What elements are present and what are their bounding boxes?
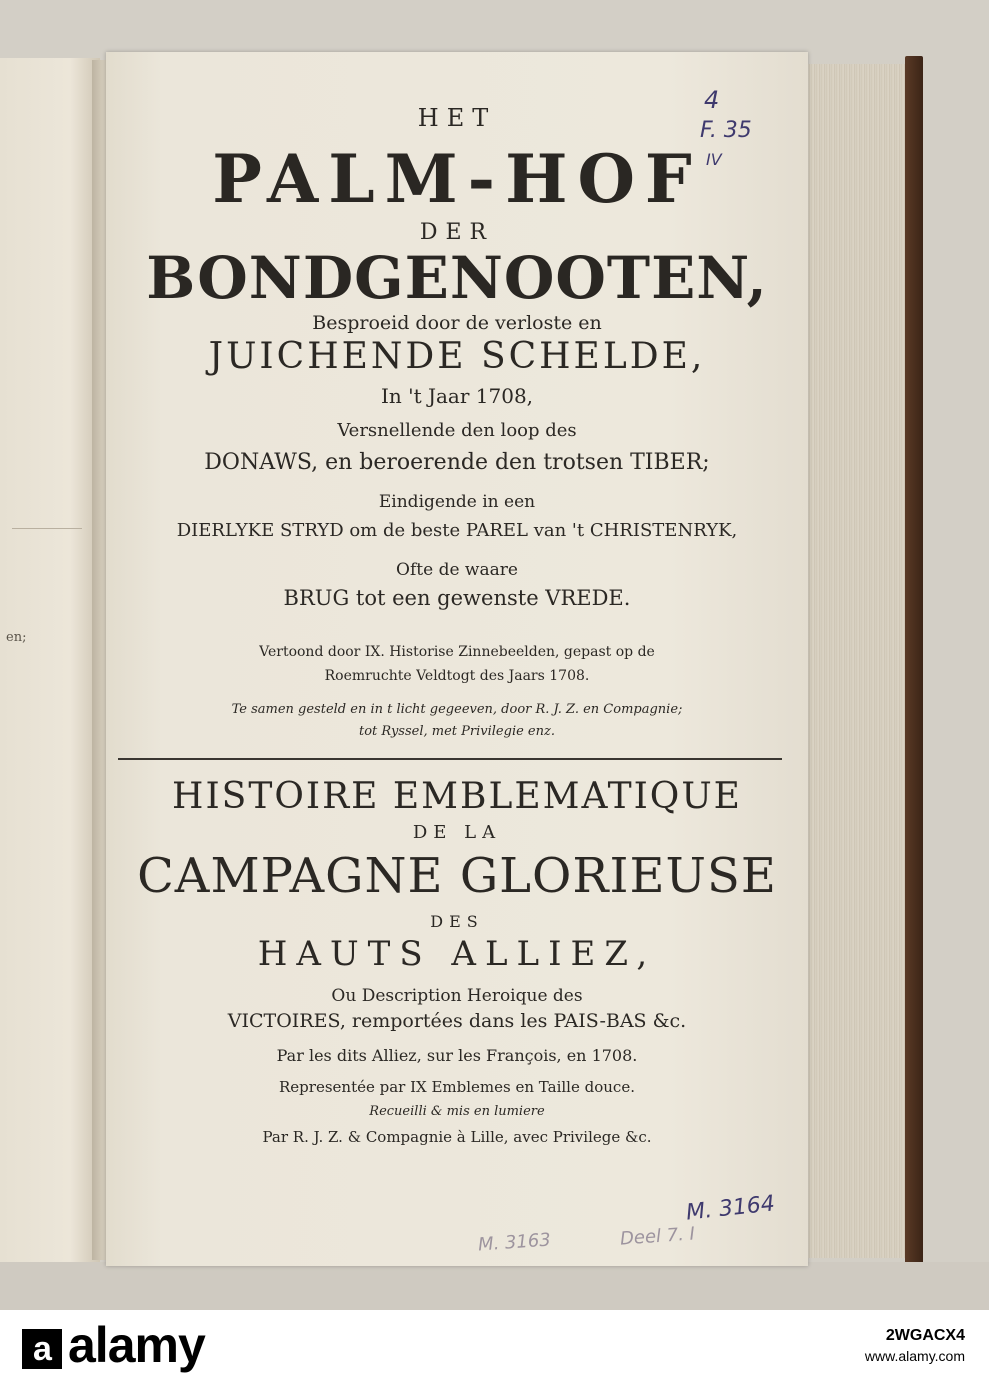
section-divider xyxy=(118,758,782,760)
line-brug: BRUG tot een gewenste VREDE. xyxy=(283,586,631,610)
line-dierlyke-stryd: DIERLYKE STRYD om de beste PAREL van 't CHRISTENRYK, xyxy=(176,520,738,541)
line-besproeid: Besproeid door de verloste en xyxy=(312,312,602,334)
handwritten-volume: IV xyxy=(706,150,722,169)
alamy-logo-mark: a xyxy=(22,1329,62,1369)
handwritten-shelfmark-code: F. 35 xyxy=(700,118,752,143)
handwritten-shelfmark-number: 4 xyxy=(704,86,720,114)
handwritten-inventory-number: M. 3164 xyxy=(684,1191,777,1226)
title-der: DER xyxy=(419,220,495,245)
watermark-info xyxy=(865,1326,965,1366)
page-edges xyxy=(800,64,908,1258)
book-cover-edge xyxy=(905,56,923,1264)
line-eindigende: Eindigende in een xyxy=(378,492,536,512)
faded-inventory-number: M. 3163 xyxy=(477,1229,552,1256)
left-page xyxy=(0,58,100,1263)
line-in-jaar: In 't Jaar 1708, xyxy=(380,384,534,408)
title-bondgenooten: BONDGENOOTEN, xyxy=(146,244,768,312)
left-page-rule xyxy=(12,528,82,529)
line-recueilli: Recueilli & mis en lumiere xyxy=(369,1104,545,1119)
line-vertoond-2: Roemruchte Veldtogt des Jaars 1708. xyxy=(324,668,590,684)
line-ofte: Ofte de waare xyxy=(396,560,518,580)
line-hauts-alliez: HAUTS ALLIEZ, xyxy=(257,934,657,974)
faded-volume-note: Deel 7. I xyxy=(619,1223,696,1250)
site-url: www.alamy.com xyxy=(864,1348,965,1364)
title-palm-hof: PALM-HOF xyxy=(212,140,702,218)
line-histoire-emblematique: HISTOIRE EMBLEMATIQUE xyxy=(172,776,742,817)
line-des: DES xyxy=(430,912,484,931)
alamy-logo-text: alamy xyxy=(68,1317,205,1373)
line-victoires: VICTOIRES, remportées dans les PAIS-BAS &c. xyxy=(227,1010,687,1032)
line-representee: Representée par IX Emblemes en Taille douce. xyxy=(279,1078,635,1096)
line-versnellende: Versnellende den loop des xyxy=(337,420,577,441)
line-par-rjz: Par R. J. Z. & Compagnie à Lille, avec Privilege &c. xyxy=(262,1128,652,1146)
line-samen-2: tot Ryssel, met Privilegie enz. xyxy=(359,724,555,739)
line-donaws: DONAWS, en beroerende den trotsen TIBER; xyxy=(204,450,710,475)
line-samen-1: Te samen gesteld en in t licht gegeeven, door R. J. Z. en Compagnie; xyxy=(231,702,683,717)
line-de-la: DE LA xyxy=(412,822,502,843)
line-vertoond-1: Vertoond door IX. Historise Zinnebeelden, gepast op de xyxy=(259,644,655,660)
image-id: 2WGACX4 xyxy=(885,1327,965,1344)
line-campagne-glorieuse: CAMPAGNE GLORIEUSE xyxy=(137,848,777,904)
table-surface xyxy=(0,1262,989,1310)
alamy-logo xyxy=(22,1316,205,1374)
title-het: HET xyxy=(417,104,497,132)
line-juichende-schelde: JUICHENDE SCHELDE, xyxy=(208,336,706,377)
line-par-les-dits: Par les dits Alliez, sur les François, en 1708. xyxy=(276,1046,638,1065)
left-page-text-fragment: en; xyxy=(6,630,27,645)
line-ou-description: Ou Description Heroique des xyxy=(331,986,583,1006)
